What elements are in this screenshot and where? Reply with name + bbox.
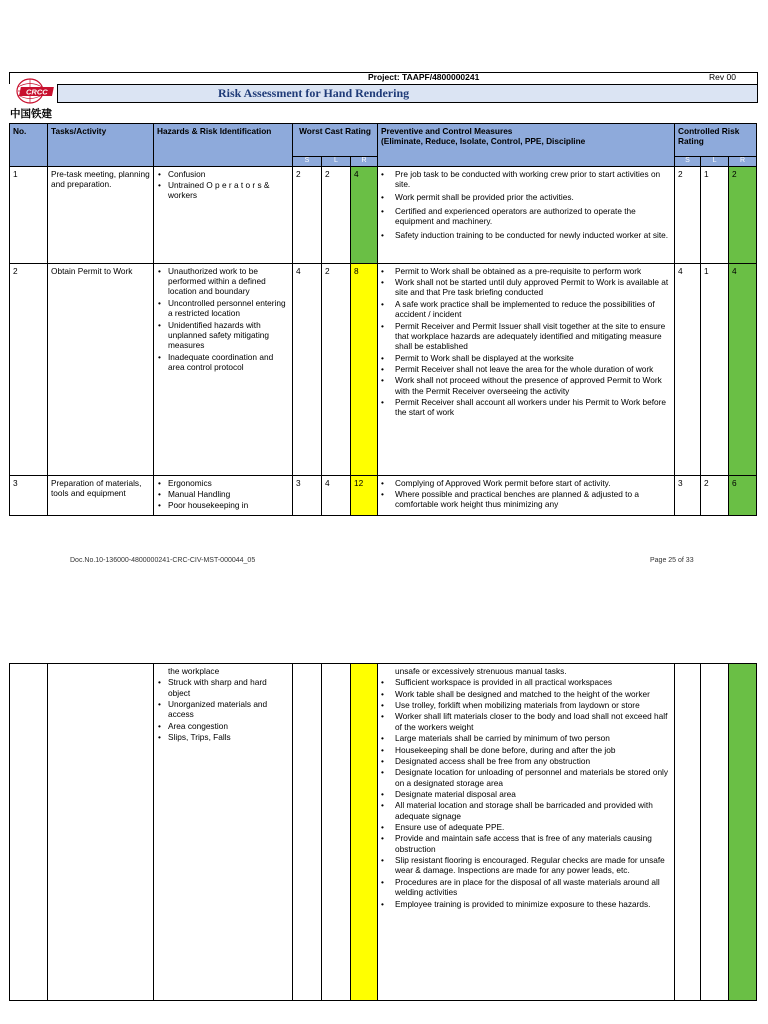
document-number: Doc.No.10-136000-4800000241-CRC-CIV-MST-000044_05 [70,557,256,564]
header-worst-case: Worst Cast Rating [293,124,378,157]
measure-item: • Where possible and practical benches are planned & adjusted to a comfortable work height thus minimizing any [395,489,671,510]
worst-r: 4 [351,166,378,263]
measures-cell [378,664,675,1001]
measure-item: • Work table shall be designed and matched to the height of the worker [395,689,671,699]
measure-item: • Worker shall lift materials closer to the body and load shall not exceed half of the workers weight [395,711,671,732]
document-title: Risk Assessment for Hand Rendering [218,86,410,100]
measure-item: • Procedures are in place for the disposal of all waste materials around all welding activities [395,877,671,898]
worst-l: 4 [322,475,351,515]
task-cell: Pre-task meeting, planning and preparation. [48,166,154,263]
table-row [10,166,757,263]
measure-item: • Permit Receiver shall not leave the area for the whole duration of work [395,364,671,374]
measure-item: • Employee training is provided to minimize exposure to these hazards. [395,899,671,909]
header-controlled-l: L [701,157,729,167]
hazard-cell [154,664,293,1001]
worst-l: 2 [322,263,351,475]
crcc-logo-icon [10,77,58,107]
controlled-s: 2 [675,166,701,263]
worst-s: 3 [293,475,322,515]
hazard-item: • Slips, Trips, Falls [168,732,289,742]
measure-item: • Work shall not proceed without the presence of approved Permit to Work with the Permit Receiver overseeing the activity [395,375,671,396]
worst-r: 8 [351,263,378,475]
measure-item: • Safety induction training to be conducted for newly inducted worker at site. [395,230,671,240]
measure-item: • Designate material disposal area [395,789,671,799]
hazard-item: • Ergonomics [168,478,289,488]
project-number: Project: TAAPF/4800000241 [368,72,480,82]
risk-assessment-table-continued [9,663,757,1001]
risk-assessment-table [9,123,757,516]
hazard-item: • Unidentified hazards with unplanned safety mitigating measures [168,320,289,351]
measure-item: • Pre job task to be conducted with working crew prior to start activities on site. [395,169,671,190]
worst-r: 12 [351,475,378,515]
measure-item: • Permit to Work shall be displayed at the worksite [395,353,671,363]
logo-mark: CRCC [26,87,48,97]
measure-item: • A safe work practice shall be implemented to reduce the possibilities of accident / incident [395,299,671,320]
measure-item: • Ensure use of adequate PPE. [395,822,671,832]
table-row [10,263,757,475]
page-number: Page 25 of 33 [650,557,694,564]
controlled-l: 1 [701,166,729,263]
hazard-item: • Area congestion [168,721,289,731]
measure-item: • Housekeeping shall be done before, during and after the job [395,745,671,755]
measure-item: • Work shall not be started until duly approved Permit to Work is available at site and that Pre task briefing conducted [395,277,671,298]
measure-item: • Sufficient workspace is provided in all practical workspaces [395,677,671,687]
header-r: R [351,157,378,167]
hazard-item: • Manual Handling [168,489,289,499]
hazard-cell [154,475,293,515]
controlled-r: 2 [729,166,757,263]
worst-s: 2 [293,166,322,263]
measure-item: • Certified and experienced operators are authorized to operate the equipment and machinery. [395,206,671,227]
hazard-item: • Inadequate coordination and area control protocol [168,352,289,373]
header-controlled-r: R [729,157,757,167]
task-cell: Preparation of materials, tools and equipment [48,475,154,515]
controlled-r: 4 [729,263,757,475]
measures-cell [378,475,675,515]
measure-item: • Designate location for unloading of personnel and materials be stored only on a designated storage area [395,767,671,788]
controlled-l: 1 [701,263,729,475]
measure-item: • Work permit shall be provided prior the activities. [395,192,671,202]
revision: Rev 00 [709,72,736,82]
hazard-cell [154,166,293,263]
measure-item: • Designated access shall be free from any obstruction [395,756,671,766]
header-measures-line1: Preventive and Control Measures [381,126,513,136]
measure-item: • Provide and maintain safe access that is free of any materials causing obstruction [395,833,671,854]
table-row [10,475,757,515]
worst-s: 4 [293,263,322,475]
measure-item: • Permit Receiver and Permit Issuer shall visit together at the site to ensure that workplace hazards are adequately identified and mitigating measure shall be established [395,321,671,352]
hazard-continued: the workplace [168,666,220,676]
table-header-row [10,124,757,157]
controlled-s: 3 [675,475,701,515]
measure-item: • Slip resistant flooring is encouraged. Regular checks are made for unsafe wear & damage. Inspections are made for any power leads, etc. [395,855,671,876]
worst-l: 2 [322,166,351,263]
measure-item: • Large materials shall be carried by minimum of two person [395,733,671,743]
table-row [10,664,757,1001]
row-number: 2 [10,263,48,475]
measure-item: • Permit to Work shall be obtained as a pre-requisite to perform work [395,266,671,276]
row-number: 3 [10,475,48,515]
measure-item: • Permit Receiver shall account all workers under his Permit to Work before the start of work [395,397,671,418]
header-task: Tasks/Activity [48,124,154,167]
row-number: 1 [10,166,48,263]
header-hazard: Hazards & Risk Identification [154,124,293,167]
measures-cell [378,263,675,475]
measure-item: • Complying of Approved Work permit before start of activity. [395,478,671,488]
worst-r-continued [351,664,378,1001]
hazard-item: • Unorganized materials and access [168,699,289,720]
controlled-s: 4 [675,263,701,475]
measures-cell [378,166,675,263]
hazard-item: • Confusion [168,169,289,179]
hazard-item: • Untrained O p e r a t o r s & workers [168,180,289,201]
header-measures [378,124,675,167]
header-controlled: Controlled Risk Rating [675,124,757,157]
header-measures-line2: (Eliminate, Reduce, Isolate, Control, PPE, Discipline [381,136,586,147]
hazard-item: • Struck with sharp and hard object [168,677,289,698]
measure-continued: unsafe or excessively strenuous manual tasks. [395,666,567,676]
header-controlled-s: S [675,157,701,167]
hazard-cell [154,263,293,475]
header-no: No. [10,124,48,167]
hazard-item: • Unauthorized work to be performed within a defined location and boundary [168,266,289,297]
measure-item: • All material location and storage shall be barricaded and provided with adequate signage [395,800,671,821]
header-s: S [293,157,322,167]
header-l: L [322,157,351,167]
measure-item: • Use trolley, forklift when mobilizing materials from laydown or store [395,700,671,710]
company-name-chinese: 中国铁建 [10,108,52,120]
controlled-l: 2 [701,475,729,515]
hazard-item: • Uncontrolled personnel entering a restricted location [168,298,289,319]
controlled-r-continued [729,664,757,1001]
task-cell: Obtain Permit to Work [48,263,154,475]
controlled-r: 6 [729,475,757,515]
hazard-item: • Poor housekeeping in [168,500,289,510]
